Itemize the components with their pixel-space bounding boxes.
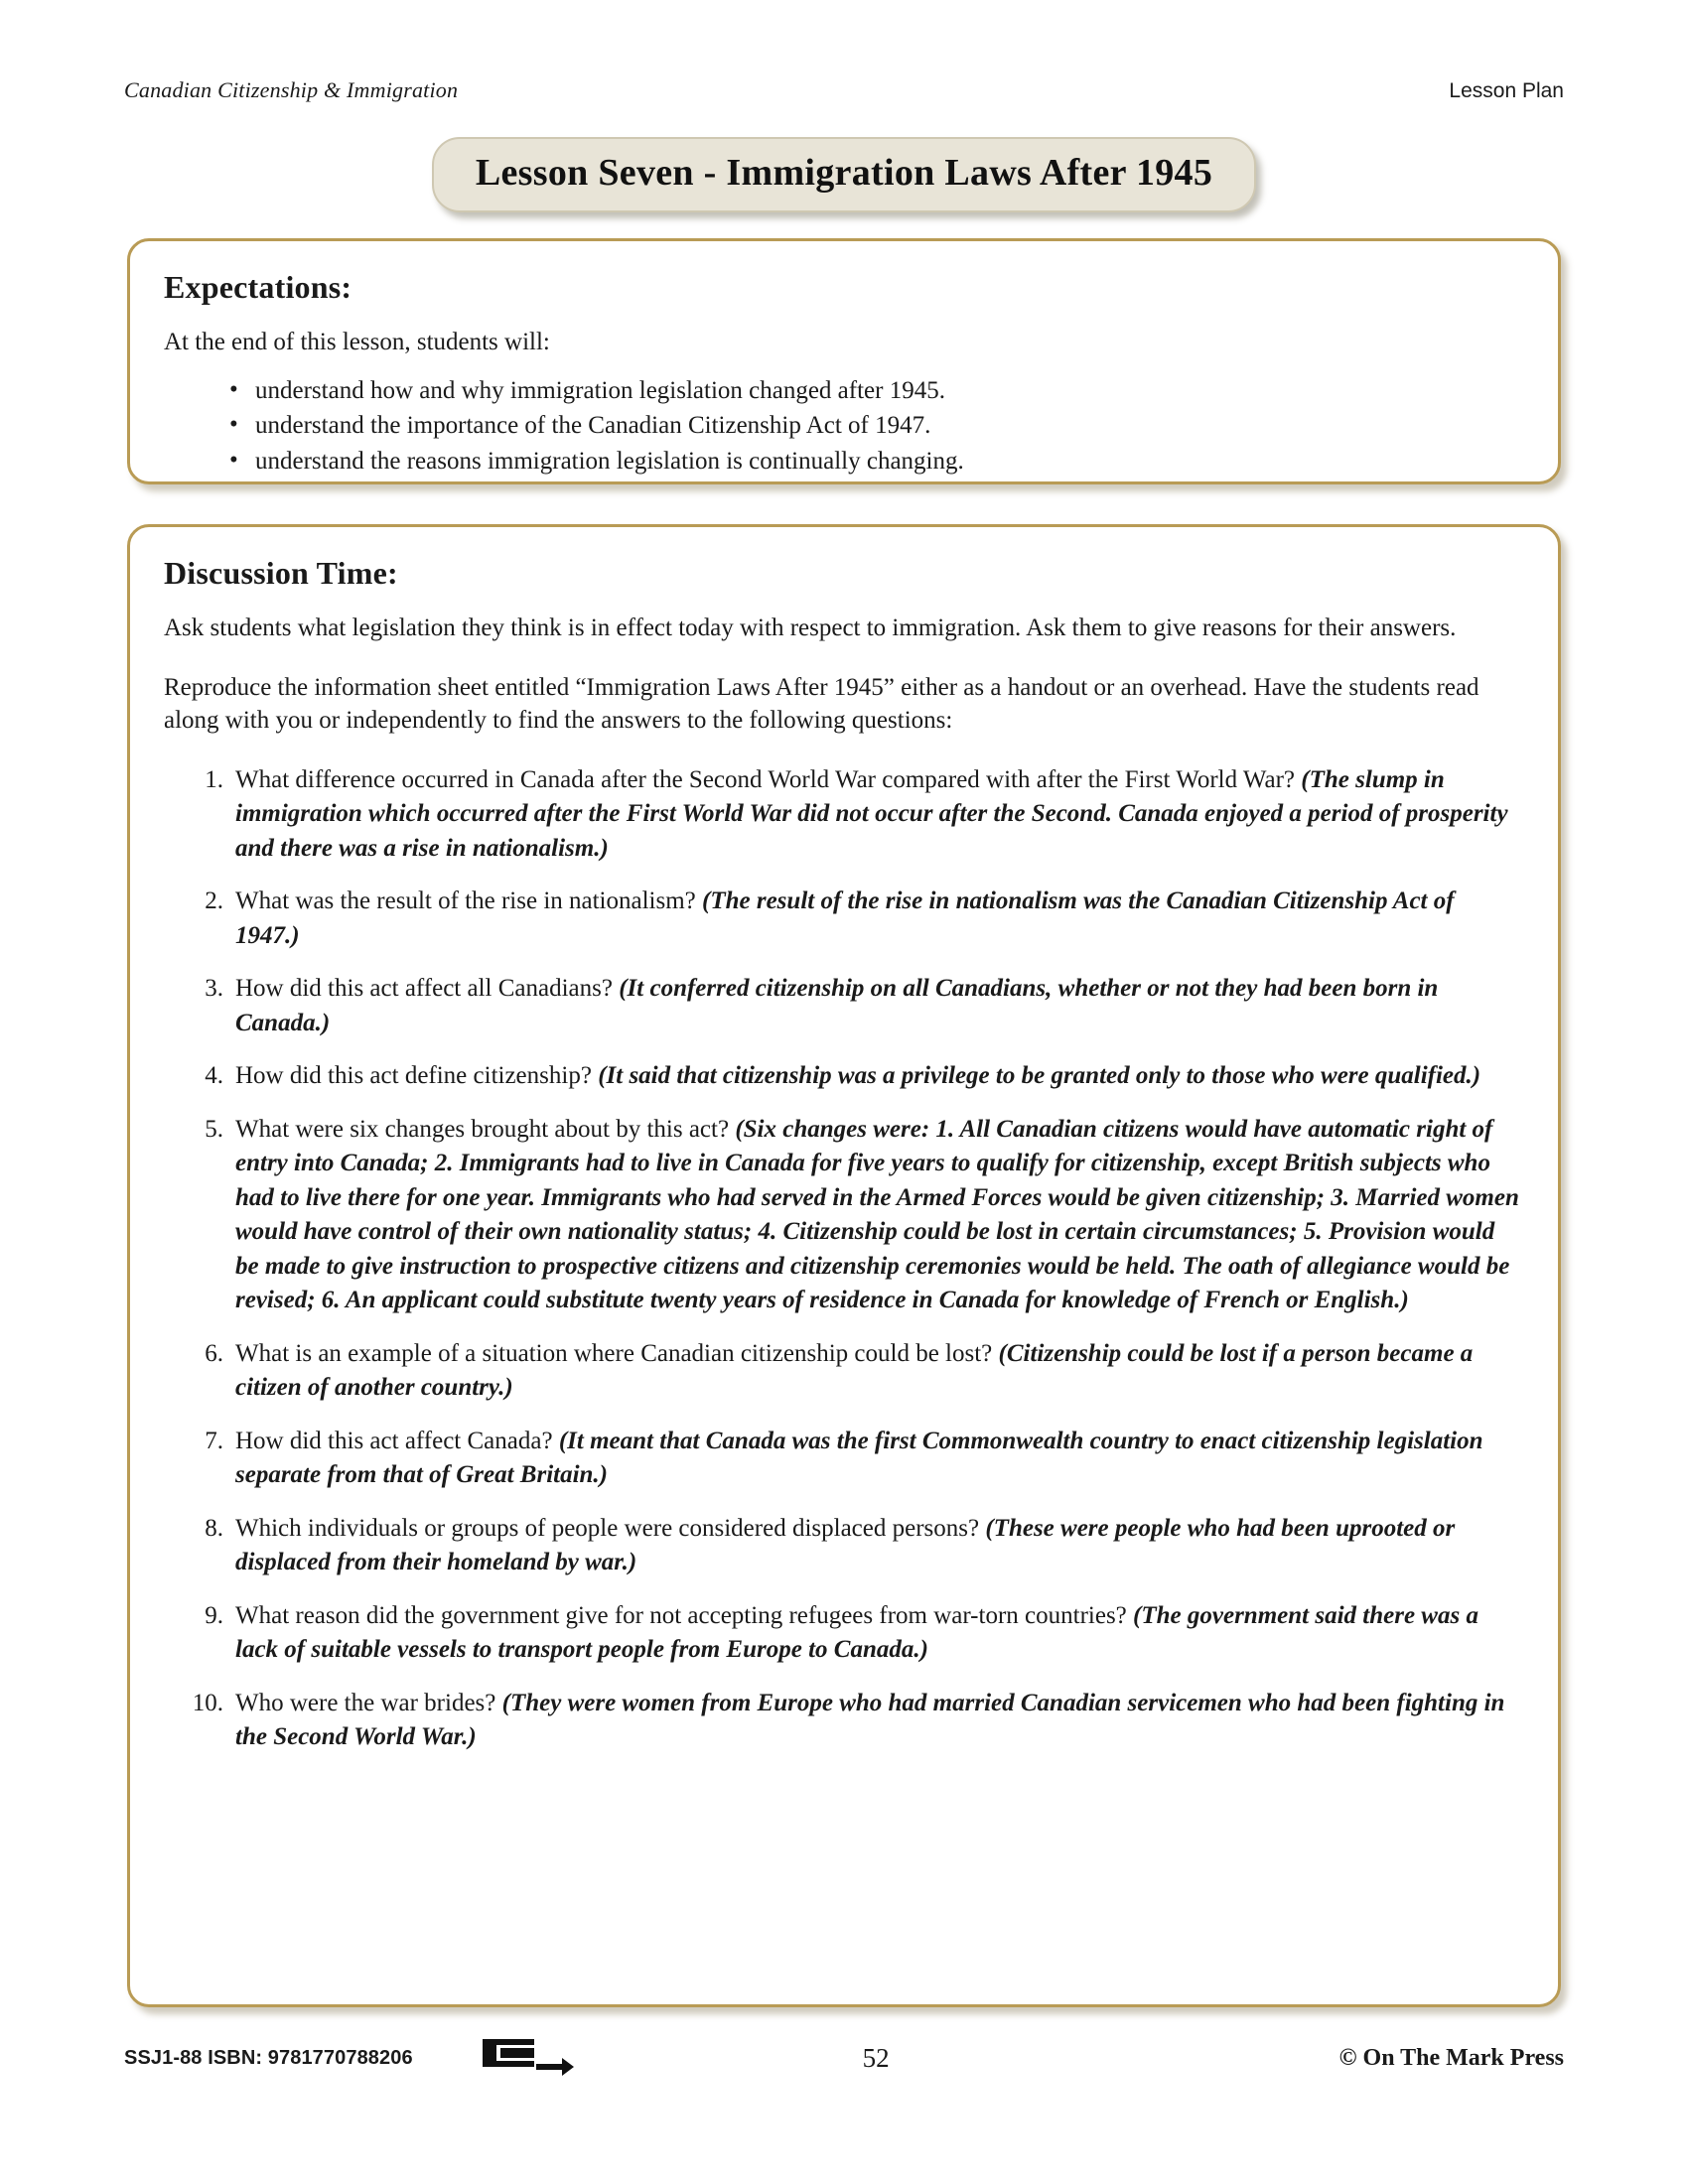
page-footer xyxy=(124,2043,1564,2074)
header-doctype: Lesson Plan xyxy=(1449,79,1564,102)
question-item xyxy=(164,1512,1524,1580)
answer-text: (It said that citizenship was a privilege to be granted only to those who were qualified.) xyxy=(598,1062,1481,1089)
list-item: • understand the reasons immigration legislation is continually changing. xyxy=(255,444,1524,479)
answer-text: (It conferred citizenship on all Canadians, whether or not they had been born in Canada.) xyxy=(235,975,1439,1036)
page-number: 52 xyxy=(862,2043,890,2073)
question-number: 7. xyxy=(205,1427,223,1454)
question-text: How did this act affect Canada? xyxy=(235,1427,559,1454)
answer-text: (The slump in immigration which occurred after the First World War did not occur after the Second. Canada enjoyed a period of prosperity and there was a rise in nationalism.) xyxy=(235,765,1508,862)
discussion-heading: Discussion Time: xyxy=(164,555,398,591)
expectations-list xyxy=(164,373,1524,479)
question-number: 3. xyxy=(205,975,223,1002)
discussion-paragraph-1: Ask students what legislation they think is in effect today with respect to immigration. Ask them to give reasons for their answers. xyxy=(164,614,1457,641)
answer-text: (The government said there was a lack of suitable vessels to transport people from Europe to Canada.) xyxy=(235,1601,1478,1663)
question-text: Who were the war brides? xyxy=(235,1689,502,1716)
question-text: What was the result of the rise in nationalism? xyxy=(235,887,703,914)
footer-copyright: © On The Mark Press xyxy=(1338,2045,1564,2071)
question-item xyxy=(164,1425,1524,1493)
expectations-intro: At the end of this lesson, students will: xyxy=(164,329,550,355)
question-number: 6. xyxy=(205,1339,223,1367)
question-text: How did this act affect all Canadians? xyxy=(235,975,620,1002)
question-item xyxy=(164,972,1524,1040)
question-item xyxy=(164,1687,1524,1755)
footer-isbn: SSJ1-88 ISBN: 9781770788206 xyxy=(124,2047,413,2069)
lesson-title: Lesson Seven - Immigration Laws After 1945 xyxy=(432,137,1256,212)
question-number: 2. xyxy=(205,887,223,914)
list-item: • understand how and why immigration legislation changed after 1945. xyxy=(255,373,1524,409)
discussion-panel xyxy=(127,524,1561,2007)
question-item xyxy=(164,1337,1524,1406)
question-text: What reason did the government give for not accepting refugees from war-torn countries? xyxy=(235,1601,1134,1629)
page-header xyxy=(124,77,1564,103)
answer-text: (These were people who had been uprooted or displaced from their homeland by war.) xyxy=(235,1514,1456,1575)
question-number: 5. xyxy=(205,1115,223,1143)
question-number: 1. xyxy=(205,765,223,793)
question-item xyxy=(164,1059,1524,1094)
question-number: 4. xyxy=(205,1062,223,1089)
question-text: Which individuals or groups of people were considered displaced persons? xyxy=(235,1514,986,1542)
question-item xyxy=(164,1113,1524,1318)
answer-text: (They were women from Europe who had married Canadian servicemen who had been fighting in the Second World War.) xyxy=(235,1689,1505,1750)
answer-text: (Citizenship could be lost if a person became a citizen of another country.) xyxy=(235,1339,1474,1401)
discussion-paragraph-2: Reproduce the information sheet entitled “Immigration Laws After 1945” either as a handout or an overhead. Have the students read along with you or independently to find the answers to the following questions: xyxy=(164,673,1479,734)
question-item xyxy=(164,1599,1524,1668)
question-number: 9. xyxy=(205,1601,223,1629)
answer-text: (The result of the rise in nationalism was the Canadian Citizenship Act of 1947.) xyxy=(235,887,1455,949)
expectations-panel xyxy=(127,238,1561,484)
answer-text: (Six changes were: 1. All Canadian citizens would have automatic right of entry into Canada; 2. Immigrants had to live in Canada for five years to qualify for citizenship, except British subjects who had to live there for one year. Immigrants who had served in the Armed Forces would be given citizenship; 3. Married women would have control of their own nationality status; 4. Citizenship could be lost in certain circumstances; 5. Provision would be made to give instruction to prospective citizens and citizenship ceremonies would be held. The oath of allegiance would be revised; 6. An applicant could substitute twenty years of residence in Canada for knowledge of French or English.) xyxy=(235,1115,1519,1313)
question-text: How did this act define citizenship? xyxy=(235,1062,599,1089)
question-number: 8. xyxy=(205,1514,223,1542)
question-item xyxy=(164,763,1524,867)
list-item: • understand the importance of the Canadian Citizenship Act of 1947. xyxy=(255,408,1524,444)
question-number: 10. xyxy=(192,1689,223,1716)
answer-text: (It meant that Canada was the first Commonwealth country to enact citizenship legislation separate from that of Great Britain.) xyxy=(235,1427,1483,1488)
header-subject: Canadian Citizenship & Immigration xyxy=(124,77,459,102)
question-text: What difference occurred in Canada after the Second World War compared with after the First World War? xyxy=(235,765,1302,793)
question-item xyxy=(164,885,1524,953)
question-text: What is an example of a situation where Canadian citizenship could be lost? xyxy=(235,1339,999,1367)
expectations-heading: Expectations: xyxy=(164,269,352,305)
lesson-title-container xyxy=(0,137,1688,212)
question-list xyxy=(164,763,1524,1755)
question-text: What were six changes brought about by this act? xyxy=(235,1115,736,1143)
